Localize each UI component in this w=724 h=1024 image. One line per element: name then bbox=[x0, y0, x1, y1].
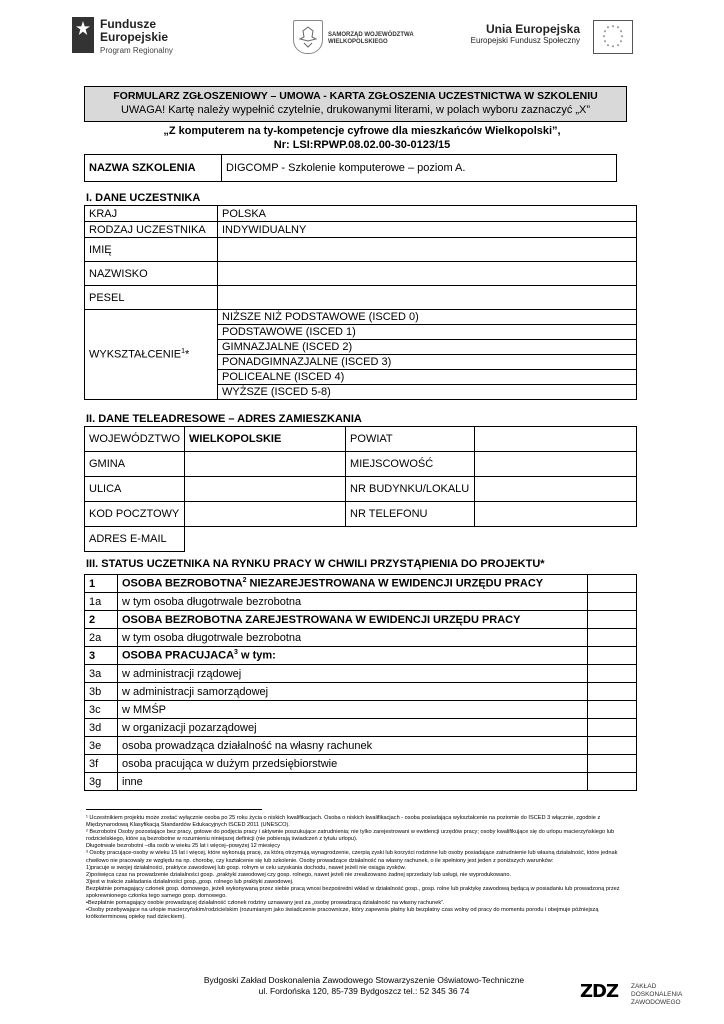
status-number: 3b bbox=[85, 683, 118, 701]
status-row[interactable] bbox=[85, 611, 637, 629]
status-checkbox[interactable] bbox=[588, 575, 637, 593]
nazwisko-label: NAZWISKO bbox=[85, 262, 218, 286]
status-label bbox=[118, 737, 588, 755]
footnotes bbox=[86, 815, 638, 921]
education-option[interactable]: PONADGIMNAZJALNE (ISCED 3) bbox=[218, 355, 637, 370]
miejscowosc-field[interactable] bbox=[475, 452, 637, 477]
footnote-item: 2)poświęca czas na prowadzenie działalności gosp. ,praktyki zawodowej czy gosp. rolnego, nawet jeżeli nie zrealizowano żadnej sprzedaży lub usługi, nie wyprodukowano. bbox=[86, 871, 512, 878]
footnote-item: •Bezpłatnie pomagający osobie prowadzącej działalność członek rodziny uznawany jest za „osobę prowadzącą działalność na własny rachunek”. bbox=[86, 900, 445, 907]
footnote-ref: 3 bbox=[234, 649, 238, 657]
powiat-field[interactable] bbox=[475, 427, 637, 452]
status-label bbox=[118, 593, 588, 611]
svg-text:*: * bbox=[611, 45, 615, 51]
status-row[interactable] bbox=[85, 683, 637, 701]
status-text: w organizacji pozarządowej bbox=[122, 721, 257, 734]
status-number: 1a bbox=[85, 593, 118, 611]
kraj-value: POLSKA bbox=[218, 206, 637, 222]
status-number: 3c bbox=[85, 701, 118, 719]
footnote-item: ¹ Uczestnikiem projektu może zostać wyłącznie osoba po 25 roku życia o niskich kwalifikacjach. Osoba o niskich kwalifikacjach - osoba posiadająca wykształcenie na poziomie do ISCED 3 włącznie, zgodnie z Międzynarodową Klasyfikacją Standardów Edukacyjnych ISCED 2011 (UNESCO). bbox=[86, 815, 601, 829]
zdz-t1: ZAKŁAD bbox=[631, 983, 657, 990]
gmina-field[interactable] bbox=[185, 452, 346, 477]
telefon-label: NR TELEFONU bbox=[346, 502, 475, 527]
status-text: inne bbox=[122, 775, 143, 788]
svg-text:*: * bbox=[606, 44, 610, 50]
status-number: 3g bbox=[85, 773, 118, 791]
status-row[interactable] bbox=[85, 755, 637, 773]
pesel-label: PESEL bbox=[85, 286, 218, 310]
status-number: 1 bbox=[85, 575, 118, 593]
status-row[interactable] bbox=[85, 647, 637, 665]
gmina-label: GMINA bbox=[85, 452, 185, 477]
status-checkbox[interactable] bbox=[588, 719, 637, 737]
fe-line2: Europejskie bbox=[100, 30, 169, 44]
svg-text:*: * bbox=[616, 26, 620, 32]
status-text: w MMŚP bbox=[122, 703, 166, 716]
footnote-item: Bezpłatnie pomagający członek gosp. domowego, jeżeli wykonywaną przez siebie pracą wnosi bezpośredni wkład w działalność gosp., gosp. rolne lub praktykę zawodową będącą w posiadaniu lub prowadzoną przez spokrewnionego członka tego samego gosp. domowego. bbox=[86, 885, 620, 900]
status-row[interactable] bbox=[85, 665, 637, 683]
wojewodztwo-value: WIELKOPOLSKIE bbox=[185, 427, 346, 452]
education-option[interactable]: POLICEALNE (ISCED 4) bbox=[218, 370, 637, 385]
education-option[interactable]: NIŻSZE NIŻ PODSTAWOWE (ISCED 0) bbox=[218, 310, 637, 325]
svg-text:*: * bbox=[616, 44, 620, 50]
status-label bbox=[118, 773, 588, 791]
status-row[interactable] bbox=[85, 719, 637, 737]
pesel-field[interactable] bbox=[218, 286, 637, 310]
zdz-logo-text bbox=[631, 983, 682, 1007]
status-number: 2a bbox=[85, 629, 118, 647]
kraj-label: KRAJ bbox=[85, 206, 218, 222]
svg-text:*: * bbox=[611, 25, 615, 31]
zdz-t2: DOSKONALENIA bbox=[631, 991, 683, 998]
status-checkbox[interactable] bbox=[588, 683, 637, 701]
ulica-label: ULICA bbox=[85, 477, 185, 502]
education-option[interactable]: GIMNAZJALNE (ISCED 2) bbox=[218, 340, 637, 355]
footer-org: Bydgoski Zakład Doskonalenia Zawodowego Stowarzyszenie Oświatowo-Techniczne bbox=[203, 975, 525, 985]
status-label bbox=[118, 755, 588, 773]
status-text-suffix: NIEZAREJESTROWANA W EWIDENCJI URZĘDU PRACY bbox=[246, 577, 544, 590]
imie-field[interactable] bbox=[218, 238, 637, 262]
footnote-item: 1)pracuje w swojej działalności, praktyce zawodowej lub gosp. rolnym w celu uzyskania dochodu, nawet jeżeli nie osiąga zysków. bbox=[86, 864, 406, 871]
kod-pocztowy-label: KOD POCZTOWY bbox=[85, 502, 185, 527]
status-checkbox[interactable] bbox=[588, 665, 637, 683]
status-checkbox[interactable] bbox=[588, 593, 637, 611]
section3-heading: III. STATUS UCZETNIKA NA RYNKU PRACY W CHWILI PRZYSTĄPIENIA DO PROJEKTU* bbox=[86, 558, 545, 570]
samorzad-text bbox=[328, 32, 414, 46]
status-number: 3 bbox=[85, 647, 118, 665]
status-number: 3a bbox=[85, 665, 118, 683]
footnote-ref-1: 1 bbox=[181, 348, 185, 356]
kod-pocztowy-field[interactable] bbox=[185, 502, 346, 527]
status-row[interactable] bbox=[85, 593, 637, 611]
section2-heading: II. DANE TELEADRESOWE – ADRES ZAMIESZKANIA bbox=[86, 413, 362, 425]
status-checkbox[interactable] bbox=[588, 737, 637, 755]
footnote-item: Długotrwale bezrobotni –dla osób w wieku 25 lat i więcej–powyżej 12 miesięcy bbox=[86, 843, 281, 850]
project-number: Nr: LSI:RPWP.08.02.00-30-0123/15 bbox=[273, 139, 451, 151]
email-label: ADRES E-MAIL bbox=[85, 527, 185, 552]
training-table bbox=[84, 154, 617, 182]
telefon-field[interactable] bbox=[475, 502, 637, 527]
svg-text:*: * bbox=[606, 26, 610, 32]
svg-text:*: * bbox=[619, 30, 623, 36]
svg-text:*: * bbox=[602, 35, 606, 41]
status-checkbox[interactable] bbox=[588, 755, 637, 773]
status-checkbox[interactable] bbox=[588, 647, 637, 665]
footnote-divider bbox=[86, 809, 262, 810]
training-value: DIGCOMP - Szkolenie komputerowe – poziom A. bbox=[222, 155, 617, 182]
status-row[interactable] bbox=[85, 701, 637, 719]
status-text: w administracji rządowej bbox=[122, 667, 242, 680]
education-option[interactable]: PODSTAWOWE (ISCED 1) bbox=[218, 325, 637, 340]
status-text: w tym osoba długotrwale bezrobotna bbox=[122, 631, 302, 644]
training-label: NAZWA SZKOLENIA bbox=[85, 155, 222, 182]
status-text: w tym osoba długotrwale bezrobotna bbox=[122, 595, 302, 608]
status-label bbox=[118, 575, 588, 593]
status-text: OSOBA BEZROBOTNA ZAREJESTROWANA W EWIDENCJI URZĘDU PRACY bbox=[122, 613, 521, 626]
wyksztalcenie-label bbox=[85, 310, 218, 400]
status-checkbox[interactable] bbox=[588, 701, 637, 719]
project-name: „Z komputerem na ty-kompetencje cyfrowe dla mieszkańców Wielkopolski”, bbox=[163, 125, 561, 137]
svg-text:*: * bbox=[620, 35, 624, 41]
status-table bbox=[84, 574, 637, 791]
status-row[interactable] bbox=[85, 773, 637, 791]
miejscowosc-label: MIEJSCOWOŚĆ bbox=[346, 452, 475, 477]
ulica-field[interactable] bbox=[185, 477, 346, 502]
status-text-suffix: w tym: bbox=[237, 649, 276, 662]
education-option[interactable]: WYŻSZE (ISCED 5-8) bbox=[218, 385, 637, 400]
status-label bbox=[118, 719, 588, 737]
ue-line2: Europejski Fundusz Społeczny bbox=[470, 36, 580, 45]
status-checkbox[interactable] bbox=[588, 629, 637, 647]
ue-line1: Unia Europejska bbox=[485, 22, 580, 36]
form-title-box bbox=[84, 86, 627, 122]
crest-line2: WIELKOPOLSKIEGO bbox=[328, 39, 388, 45]
crest-line1: SAMORZĄD WOJEWÓDZTWA bbox=[328, 32, 414, 38]
address-table bbox=[84, 426, 637, 552]
status-number: 3f bbox=[85, 755, 118, 773]
status-text: osoba pracująca w dużym przedsiębiorstwie bbox=[122, 757, 338, 770]
wielkopolska-crest-icon bbox=[293, 20, 323, 54]
status-text: osoba prowadząca działalność na własny rachunek bbox=[122, 739, 373, 752]
nazwisko-field[interactable] bbox=[218, 262, 637, 286]
status-number: 3d bbox=[85, 719, 118, 737]
svg-text:*: * bbox=[619, 40, 623, 46]
svg-text:*: * bbox=[603, 40, 607, 46]
form-instruction: UWAGA! Kartę należy wypełnić czytelnie, drukowanymi literami, w polach wyboru zaznaczyć „X” bbox=[120, 104, 591, 116]
fundusze-europejskie-logo bbox=[72, 17, 94, 53]
svg-text:*: * bbox=[603, 30, 607, 36]
status-label bbox=[118, 629, 588, 647]
zdz-logo: ZDZ bbox=[580, 981, 619, 1002]
status-label bbox=[118, 665, 588, 683]
footnote-ref: 2 bbox=[242, 577, 247, 585]
status-row[interactable] bbox=[85, 629, 637, 647]
status-row[interactable] bbox=[85, 575, 637, 593]
budynek-field[interactable] bbox=[475, 477, 637, 502]
fe-line3: Program Regionalny bbox=[100, 46, 173, 55]
status-text: OSOBA BEZROBOTNA bbox=[122, 577, 243, 590]
footnote-item: 3)jest w trakcie zakładania działalności gosp.,gosp. rolnego lub praktyki zawodowej. bbox=[86, 878, 294, 885]
status-text: OSOBA PRACUJACA bbox=[122, 649, 235, 662]
wyksztalcenie-text: WYKSZTAŁCENIE bbox=[89, 348, 182, 361]
section1-heading: I. DANE UCZESTNIKA bbox=[86, 192, 201, 204]
fe-line1: Fundusze bbox=[100, 17, 156, 31]
wojewodztwo-label: WOJEWÓDZTWO bbox=[85, 427, 185, 452]
footer-address: ul. Fordońska 120, 85-739 Bydgoszcz tel.: 52 345 36 74 bbox=[258, 986, 470, 996]
status-label bbox=[118, 611, 588, 629]
rodzaj-label: RODZAJ UCZESTNIKA bbox=[85, 222, 218, 238]
footnote-item: •Osoby przebywające na urlopie macierzyńskim/rodzicielskim (rozumianym jako świadczenie pracownicze, który zapewnia płatny lub bezpłatny czas wolny od pracy do momentu porodu i obejmuje późniejszą krótkoterminową opiekę nad dzieckiem). bbox=[86, 907, 599, 921]
form-title: FORMULARZ ZGŁOSZENIOWY – UMOWA - KARTA ZGŁOSZENIA UCZESTNICTWA W SZKOLENIU bbox=[113, 90, 598, 102]
unia-europejska-text bbox=[468, 22, 580, 45]
rodzaj-value: INDYWIDUALNY bbox=[218, 222, 637, 238]
status-row[interactable] bbox=[85, 737, 637, 755]
status-text: w administracji samorządowej bbox=[122, 685, 269, 698]
status-label bbox=[118, 683, 588, 701]
participant-table bbox=[84, 205, 637, 400]
status-number: 3e bbox=[85, 737, 118, 755]
status-number: 2 bbox=[85, 611, 118, 629]
status-label bbox=[118, 701, 588, 719]
email-field[interactable] bbox=[185, 527, 637, 552]
fundusze-europejskie-text bbox=[100, 18, 173, 57]
footnote-item: ² Bezrobotni Osoby pozostające bez pracy, gotowe do podjęcia pracy i aktywnie poszukujące zatrudnienia; nie tylko zarejestrowani w ewidencji urzędów pracy; osoby kwalifikujące się do urlopu macierzyńskiego lub rodzicielskiego, które są bezrobotne w rozumieniu niniejszej definicji (nie pobierają świadczeń z tytułu urlopu). bbox=[86, 829, 615, 843]
zdz-t3: ZAWODOWEGO bbox=[631, 999, 681, 1006]
status-label bbox=[118, 647, 588, 665]
powiat-label: POWIAT bbox=[346, 427, 475, 452]
status-checkbox[interactable] bbox=[588, 611, 637, 629]
footnote-item: ³ Osoby pracujące-osoby w wieku 15 lat i więcej, które wykonują pracę, za którą otrzymują wynagrodzenie, czerpią zyski lub korzyści rodzinne lub osoby posiadające zatrudnienie lub własną działalność, które jednak chwilowo nie pracowały ze względu na np. chorobę, czy kształcenie się lub szkolenie. Osoby prowadzące działalność na własny rachunek, o ile spełniony jest jeden z poniższych warunków: bbox=[86, 850, 618, 864]
footer bbox=[160, 975, 568, 997]
wyksztalcenie-star: * bbox=[185, 348, 190, 361]
imie-label: IMIĘ bbox=[85, 238, 218, 262]
eu-flag-icon bbox=[593, 20, 633, 54]
budynek-label: NR BUDYNKU/LOKALU bbox=[346, 477, 475, 502]
status-checkbox[interactable] bbox=[588, 773, 637, 791]
